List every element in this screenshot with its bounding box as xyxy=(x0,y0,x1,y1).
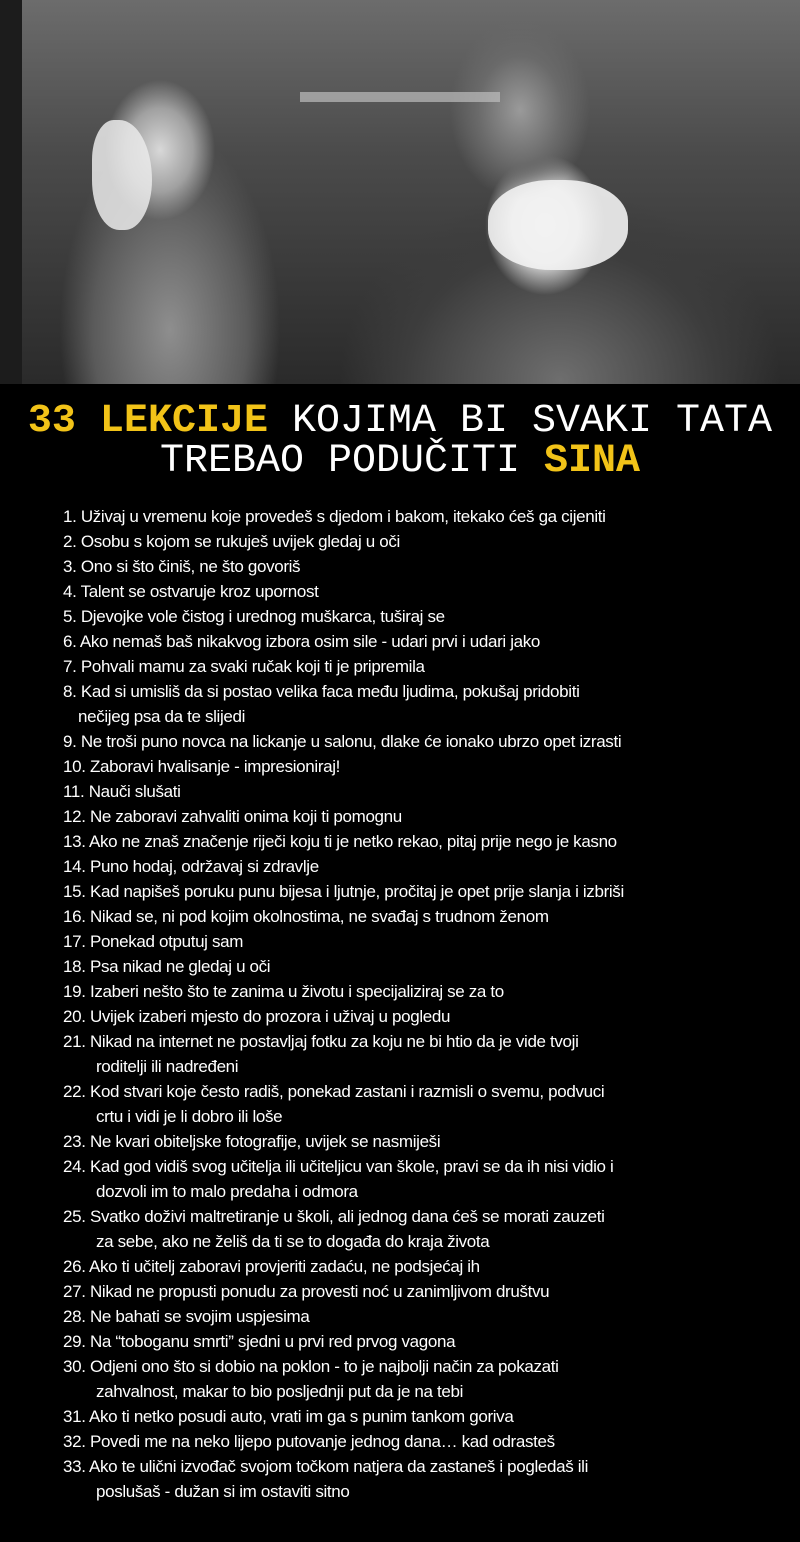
lesson-text xyxy=(63,1354,783,1379)
lesson-line: Uživaj u vremenu koje provedeš s djedom i bakom, itekako ćeš ga cijeniti xyxy=(80,507,606,526)
lesson-number: 17. xyxy=(63,932,86,951)
lesson-number: 11. xyxy=(63,782,85,801)
lesson-line: Talent se ostvaruje kroz upornost xyxy=(80,582,319,601)
lesson-item xyxy=(63,979,783,1004)
lesson-text xyxy=(63,879,783,904)
lesson-line: Na “toboganu smrti” sjedni u prvi red prvog vagona xyxy=(89,1332,456,1351)
lesson-item xyxy=(63,1329,783,1354)
lesson-number: 18. xyxy=(63,957,86,976)
lesson-text xyxy=(63,1004,783,1029)
lesson-number: 6. xyxy=(63,632,77,651)
child-shaving-foam xyxy=(92,120,152,230)
lesson-item xyxy=(63,1204,783,1254)
lesson-text xyxy=(63,604,783,629)
lesson-number: 29. xyxy=(63,1332,86,1351)
lesson-line: Nauči slušati xyxy=(88,782,181,801)
lesson-item xyxy=(63,629,783,654)
lesson-item xyxy=(63,504,783,529)
lesson-number: 13. xyxy=(63,832,86,851)
lesson-text xyxy=(63,1304,783,1329)
lesson-text xyxy=(63,929,783,954)
lesson-number: 3. xyxy=(63,557,77,576)
lesson-item xyxy=(63,829,783,854)
lesson-item xyxy=(63,1079,783,1129)
lesson-text xyxy=(63,1079,783,1104)
lesson-number: 12. xyxy=(63,807,86,826)
lesson-text xyxy=(63,504,783,529)
lesson-text xyxy=(63,529,783,554)
lesson-text xyxy=(63,1129,783,1154)
lesson-line: Kad napišeš poruku punu bijesa i ljutnje, pročitaj je opet prije slanja i izbriši xyxy=(89,882,624,901)
lesson-item xyxy=(63,1304,783,1329)
lesson-line: Ne zaboravi zahvaliti onima koji ti pomognu xyxy=(89,807,402,826)
lesson-text-continuation: nečijeg psa da te slijedi xyxy=(78,707,246,726)
lesson-line: Izaberi nešto što te zanima u životu i specijaliziraj se za to xyxy=(89,982,504,1001)
lesson-number: 15. xyxy=(63,882,86,901)
lesson-line: Ne kvari obiteljske fotografije, uvijek se nasmiješi xyxy=(89,1132,441,1151)
lesson-item xyxy=(63,1279,783,1304)
lesson-text xyxy=(63,1429,783,1454)
lesson-item xyxy=(63,554,783,579)
lesson-text xyxy=(63,1029,783,1054)
lesson-text xyxy=(63,679,783,704)
lesson-number: 24. xyxy=(63,1157,86,1176)
lesson-number: 32. xyxy=(63,1432,86,1451)
lesson-text xyxy=(63,729,783,754)
lesson-text xyxy=(63,979,783,1004)
lesson-text xyxy=(63,1254,783,1279)
lesson-line: Odjeni ono što si dobio na poklon - to je najbolji način za pokazati xyxy=(89,1357,559,1376)
title-highlight-son: SINA xyxy=(544,439,641,484)
lessons-list xyxy=(63,504,783,1504)
lesson-text xyxy=(63,804,783,829)
lesson-item xyxy=(63,1004,783,1029)
title-highlight-lessons: 33 LEKCIJE xyxy=(27,399,268,444)
title-text: KOJIMA BI SVAKI TATA xyxy=(267,399,773,444)
lesson-text xyxy=(63,1279,783,1304)
lesson-text xyxy=(63,954,783,979)
lesson-line: Uvijek izaberi mjesto do prozora i uživaj u pogledu xyxy=(89,1007,451,1026)
lesson-text xyxy=(63,579,783,604)
lesson-line: Povedi me na neko lijepo putovanje jednog dana… kad odrasteš xyxy=(89,1432,555,1451)
lesson-line: Ne bahati se svojim uspjesima xyxy=(89,1307,310,1326)
lesson-number: 8. xyxy=(63,682,77,701)
title-line-1 xyxy=(0,399,800,444)
lesson-item xyxy=(63,1154,783,1204)
lesson-number: 4. xyxy=(63,582,77,601)
lesson-number: 26. xyxy=(63,1257,86,1276)
lesson-text-continuation: zahvalnost, makar to bio posljednji put da je na tebi xyxy=(96,1382,464,1401)
lesson-number: 16. xyxy=(63,907,86,926)
lesson-item xyxy=(63,654,783,679)
lesson-text xyxy=(63,904,783,929)
page-title xyxy=(0,399,800,484)
lesson-line: Ono si što činiš, ne što govoriš xyxy=(80,557,301,576)
lesson-item xyxy=(63,754,783,779)
lesson-text xyxy=(63,754,783,779)
lesson-number: 1. xyxy=(63,507,77,526)
lesson-line: Ako ti učitelj zaboravi provjeriti zadaću, ne podsjećaj ih xyxy=(89,1257,480,1276)
lesson-text-continuation: crtu i vidi je li dobro ili loše xyxy=(96,1107,283,1126)
lesson-line: Djevojke vole čistog i urednog muškarca, tuširaj se xyxy=(80,607,445,626)
lesson-text xyxy=(63,829,783,854)
lesson-text xyxy=(63,1154,783,1179)
lesson-number: 33. xyxy=(63,1457,86,1476)
lesson-line: Kod stvari koje često radiš, ponekad zastani i razmisli o svemu, podvuci xyxy=(89,1082,605,1101)
lesson-line: Kad god vidiš svog učitelja ili učiteljicu van škole, pravi se da ih nisi vidio i xyxy=(89,1157,614,1176)
lesson-line: Nikad ne propusti ponudu za provesti noć u zanimljivom društvu xyxy=(89,1282,550,1301)
lesson-item xyxy=(63,729,783,754)
lesson-line: Ako ti netko posudi auto, vrati im ga s punim tankom goriva xyxy=(89,1407,514,1426)
lesson-text xyxy=(63,554,783,579)
lesson-line: Svatko doživi maltretiranje u školi, ali jednog dana ćeš se morati zauzeti xyxy=(89,1207,605,1226)
lesson-item xyxy=(63,904,783,929)
lesson-line: Kad si umisliš da si postao velika faca među ljudima, pokušaj pridobiti xyxy=(80,682,580,701)
lesson-number: 9. xyxy=(63,732,77,751)
lesson-number: 21. xyxy=(63,1032,86,1051)
lesson-item xyxy=(63,954,783,979)
lesson-number: 30. xyxy=(63,1357,86,1376)
lesson-text xyxy=(63,1404,783,1429)
father-shaving-foam xyxy=(488,180,628,270)
lesson-text xyxy=(63,854,783,879)
lesson-item xyxy=(63,1354,783,1404)
title-text: TREBAO PODUČITI xyxy=(159,439,545,484)
lesson-item xyxy=(63,1029,783,1079)
lesson-line: Ne troši puno novca na lickanje u salonu, dlake će ionako ubrzo opet izrasti xyxy=(80,732,622,751)
lesson-item xyxy=(63,929,783,954)
lesson-number: 2. xyxy=(63,532,77,551)
lesson-number: 23. xyxy=(63,1132,86,1151)
father-son-shaving-photo xyxy=(0,0,800,384)
lesson-number: 20. xyxy=(63,1007,86,1026)
lesson-item xyxy=(63,679,783,729)
lesson-item xyxy=(63,529,783,554)
lesson-line: Ponekad otputuj sam xyxy=(89,932,244,951)
lesson-text xyxy=(63,1204,783,1229)
lesson-line: Zaboravi hvalisanje - impresioniraj! xyxy=(89,757,341,776)
lesson-number: 31. xyxy=(63,1407,86,1426)
lesson-item xyxy=(63,854,783,879)
lesson-item xyxy=(63,1404,783,1429)
lesson-text-continuation: za sebe, ako ne želiš da ti se to događa do kraja života xyxy=(96,1232,490,1251)
lesson-text xyxy=(63,779,783,804)
lesson-item xyxy=(63,604,783,629)
lesson-item xyxy=(63,1254,783,1279)
lesson-line: Pohvali mamu za svaki ručak koji ti je pripremila xyxy=(80,657,425,676)
lesson-number: 14. xyxy=(63,857,86,876)
lesson-line: Psa nikad ne gledaj u oči xyxy=(89,957,271,976)
lesson-text xyxy=(63,1329,783,1354)
lesson-number: 27. xyxy=(63,1282,86,1301)
lesson-number: 25. xyxy=(63,1207,86,1226)
lesson-item xyxy=(63,1129,783,1154)
lesson-text xyxy=(63,654,783,679)
lesson-item xyxy=(63,579,783,604)
lesson-line: Puno hodaj, održavaj si zdravlje xyxy=(89,857,319,876)
lesson-item xyxy=(63,1454,783,1504)
lesson-number: 7. xyxy=(63,657,77,676)
lesson-text-continuation: poslušaš - dužan si im ostaviti sitno xyxy=(96,1482,350,1501)
lesson-item xyxy=(63,1429,783,1454)
lesson-line: Ako ne znaš značenje riječi koju ti je netko rekao, pitaj prije nego je kasno xyxy=(89,832,617,851)
lesson-line: Ako nemaš baš nikakvog izbora osim sile - udari prvi i udari jako xyxy=(79,632,540,651)
door-frame xyxy=(0,0,22,384)
lesson-line: Nikad na internet ne postavljaj fotku za koju ne bi htio da je vide tvoji xyxy=(89,1032,579,1051)
lesson-line: Nikad se, ni pod kojim okolnostima, ne svađaj s trudnom ženom xyxy=(89,907,549,926)
lesson-number: 5. xyxy=(63,607,77,626)
lesson-item xyxy=(63,879,783,904)
lesson-item xyxy=(63,779,783,804)
title-line-2 xyxy=(0,439,800,484)
lesson-text-continuation: dozvoli im to malo predaha i odmora xyxy=(96,1182,358,1201)
lesson-number: 19. xyxy=(63,982,86,1001)
lesson-line: Ako te ulični izvođač svojom točkom natjera da zastaneš i pogledaš ili xyxy=(89,1457,589,1476)
lesson-text-continuation: roditelji ili nadređeni xyxy=(96,1057,239,1076)
lesson-text xyxy=(63,629,783,654)
lesson-line: Osobu s kojom se rukuješ uvijek gledaj u oči xyxy=(80,532,400,551)
lesson-number: 10. xyxy=(63,757,86,776)
mirror-shelf xyxy=(300,92,500,102)
lesson-item xyxy=(63,804,783,829)
lesson-number: 28. xyxy=(63,1307,86,1326)
lesson-number: 22. xyxy=(63,1082,86,1101)
lesson-text xyxy=(63,1454,783,1479)
